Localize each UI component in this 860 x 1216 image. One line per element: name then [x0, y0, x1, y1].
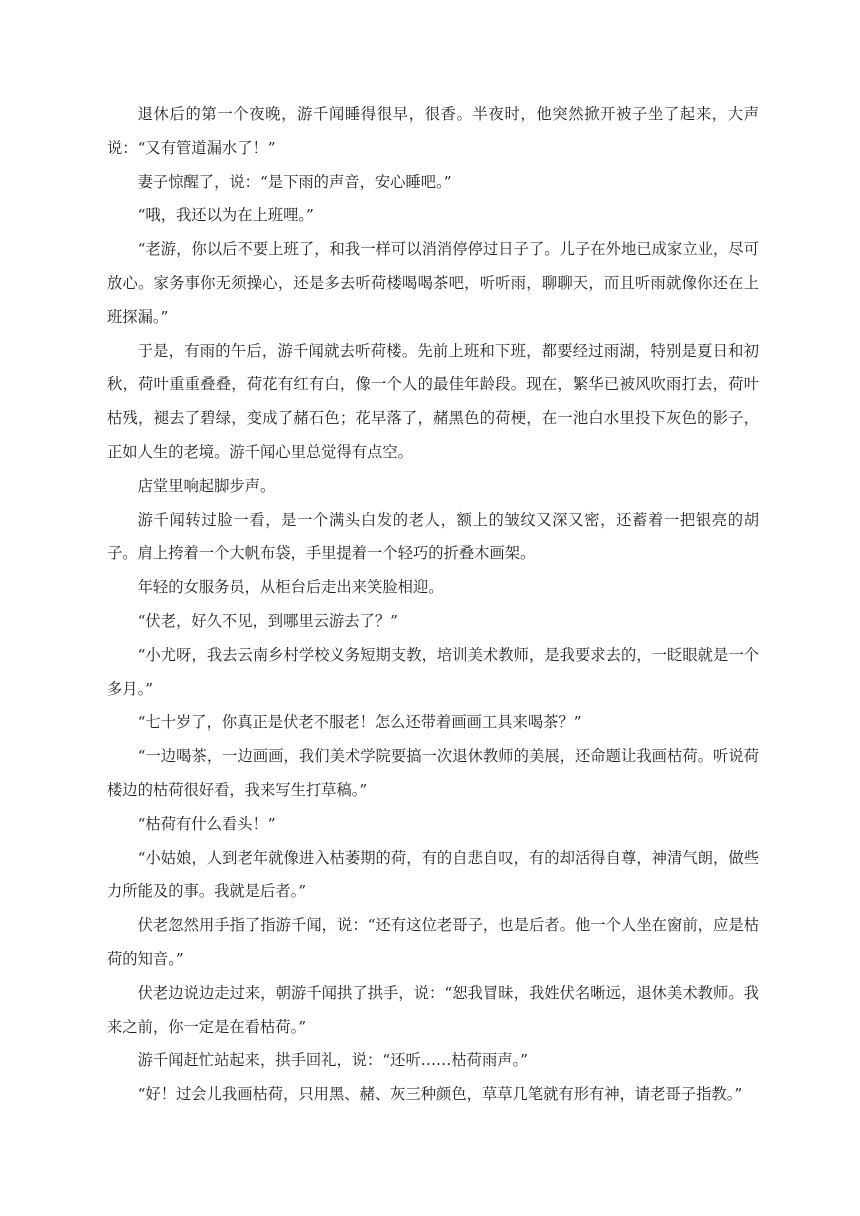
paragraph: 游千闻赶忙站起来，拱手回礼，说：“还听……枯荷雨声。” [137, 1051, 529, 1070]
paragraph: “一边喝茶，一边画画，我们美术学院要搞一次退休教师的美展，还命题让我画枯荷。听说荷楼边的枯荷很好看，我来写生打草稿。” [107, 747, 759, 799]
paragraph: “小姑娘，人到老年就像进入枯萎期的荷，有的自悲自叹，有的却活得自尊，神清气朗，做些力所能及的事。我就是后者。” [107, 848, 759, 901]
paragraph: “伏老，好久不见，到哪里云游去了？” [137, 611, 398, 630]
paragraph: 游千闻转过脸一看，是一个满头白发的老人，额上的皱纹又深又密，还蓄着一把银亮的胡子。肩上挎着一个大帆布袋，手里提着一个轻巧的折叠木画架。 [107, 510, 759, 563]
paragraph: 妻子惊醒了，说：“是下雨的声音，安心睡吧。” [137, 172, 452, 191]
paragraph: “老游，你以后不要上班了，和我一样可以消消停停过日子了。儿子在外地已成家立业，尽可放心。家务事你无须操心，还是多去听荷楼喝喝茶吧，听听雨，聊聊天，而且听雨就像你还在上班探漏。” [107, 240, 759, 326]
paragraph: “小尤呀，我去云南乡村学校义务短期支教，培训美术教师，是我要求去的，一眨眼就是一个多月。” [107, 645, 759, 698]
paragraph: 于是，有雨的午后，游千闻就去听荷楼。先前上班和下班，都要经过雨湖，特别是夏日和初秋，荷叶重重叠叠，荷花有红有白，像一个人的最佳年龄段。现在，繁华已被风吹雨打去，荷叶枯残，褪去了碧绿，变成了赭石色；花早落了，赭黑色的荷梗，在一池白水里投下灰色的影子，正如人生的老境。游千闻心里总觉得有点空。 [107, 341, 759, 461]
document-body [107, 98, 759, 1112]
paragraph: “哦，我还以为在上班哩。” [137, 206, 314, 225]
paragraph: 店堂里响起脚步声。 [137, 476, 276, 495]
paragraph: 年轻的女服务员，从柜台后走出来笑脸相迎。 [137, 578, 444, 597]
paragraph: 伏老忽然用手指了指游千闻，说：“还有这位老哥子，也是后者。他一个人坐在窗前，应是枯荷的知音。” [107, 916, 759, 968]
paragraph: “好！过会儿我画枯荷，只用黑、赭、灰三种颜色，草草几笔就有形有神，请老哥子指教。” [137, 1085, 743, 1104]
paragraph: 退休后的第一个夜晚，游千闻睡得很早，很香。半夜时，他突然掀开被子坐了起来，大声说：“又有管道漏水了！” [107, 105, 759, 157]
paragraph: 伏老边说边走过来，朝游千闻拱了拱手，说：“恕我冒昧，我姓伏名晰远，退休美术教师。我来之前，你一定是在看枯荷。” [107, 983, 759, 1036]
paragraph: “七十岁了，你真正是伏老不服老！怎么还带着画画工具来喝茶？” [137, 713, 582, 732]
paragraph: “枯荷有什么看头！” [137, 814, 276, 833]
